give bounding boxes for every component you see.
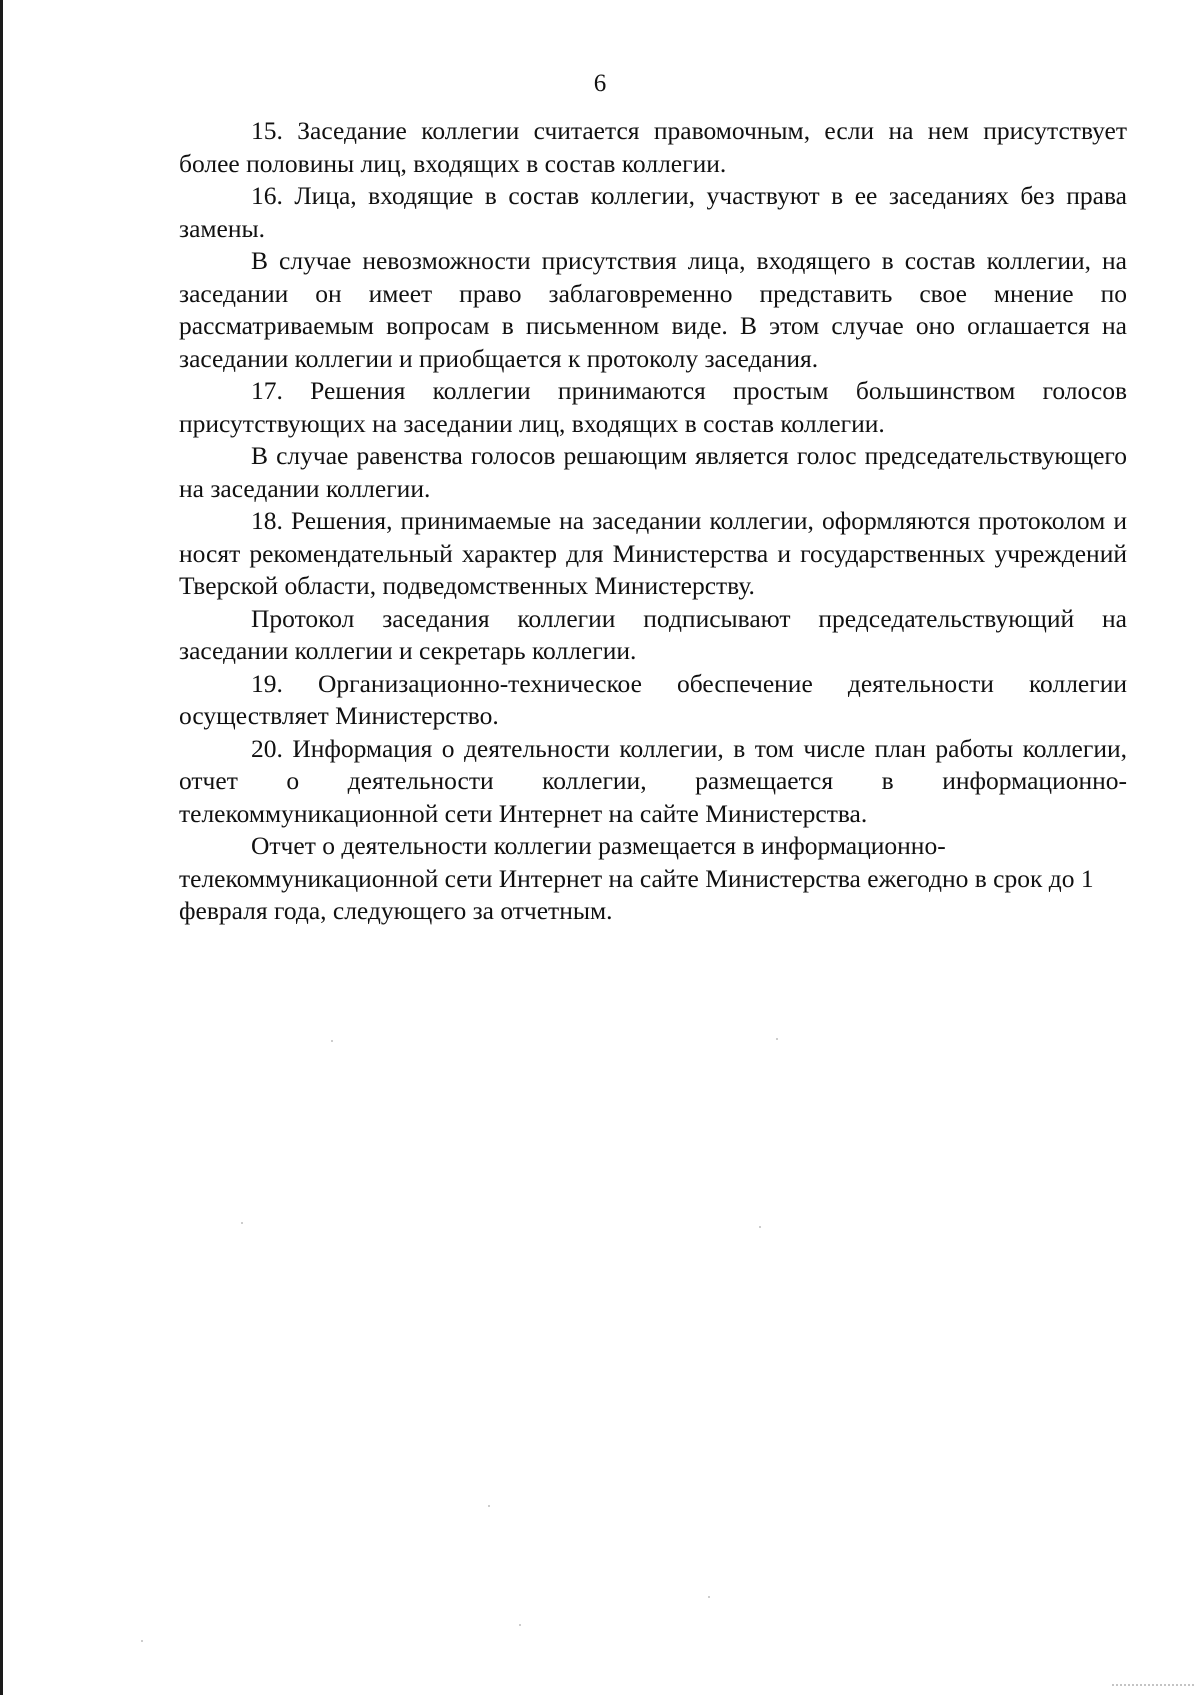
document-body <box>179 115 1127 928</box>
paragraph-16: 16. Лица, входящие в состав коллегии, участвуют в ее заседаниях без права замены. <box>179 181 1127 243</box>
paragraph-18: 18. Решения, принимаемые на заседании коллегии, оформляются протоколом и носят рекомендательный характер для Министерства и государственных учреждений Тверской области, подведомственных Министерству. <box>179 506 1127 600</box>
scan-speck <box>708 1596 710 1598</box>
page-number: 6 <box>593 70 607 97</box>
paragraph-16-absence: В случае невозможности присутствия лица, входящего в состав коллегии, на заседании он имеет право заблаговременно представить свое мнение по рассматриваемым вопросам в письменном виде. В этом случае оно оглашается на заседании коллегии и приобщается к протоколу заседания. <box>179 246 1127 373</box>
paragraph-19: 19. Организационно-техническое обеспечение деятельности коллегии осуществляет Министерство. <box>179 668 1127 730</box>
paragraph-18-protocol: Протокол заседания коллегии подписывают председательствующий на заседании коллегии и секретарь коллегии. <box>179 603 1127 665</box>
paragraph-20-report: Отчет о деятельности коллегии размещается в информационно-телекоммуникационной сети Интернет на сайте Министерства ежегодно в срок до 1 февраля года, следующего за отчетным. <box>179 831 1094 925</box>
scan-speck <box>759 1226 761 1228</box>
paragraph-20: 20. Информация о деятельности коллегии, в том числе план работы коллегии, отчет о деятельности коллегии, размещается в информационно-телекоммуникационной сети Интернет на сайте Министерства. <box>179 733 1127 828</box>
scan-speck <box>776 1038 778 1040</box>
paragraph-17-tie-vote: В случае равенства голосов решающим является голос председательствующего на заседании коллегии. <box>179 441 1127 503</box>
paragraph-17: 17. Решения коллегии принимаются простым большинством голосов присутствующих на заседании лиц, входящих в состав коллегии. <box>179 376 1127 438</box>
scan-corner-mark <box>1112 1684 1194 1691</box>
scan-left-edge <box>0 0 3 1695</box>
scan-speck <box>141 1640 143 1642</box>
scan-speck <box>488 1505 490 1507</box>
scan-speck <box>241 1222 243 1224</box>
scan-speck <box>519 1624 521 1626</box>
paragraph-15: 15. Заседание коллегии считается правомочным, если на нем присутствует более половины лиц, входящих в состав коллегии. <box>179 116 1127 178</box>
scan-speck <box>331 1040 333 1042</box>
